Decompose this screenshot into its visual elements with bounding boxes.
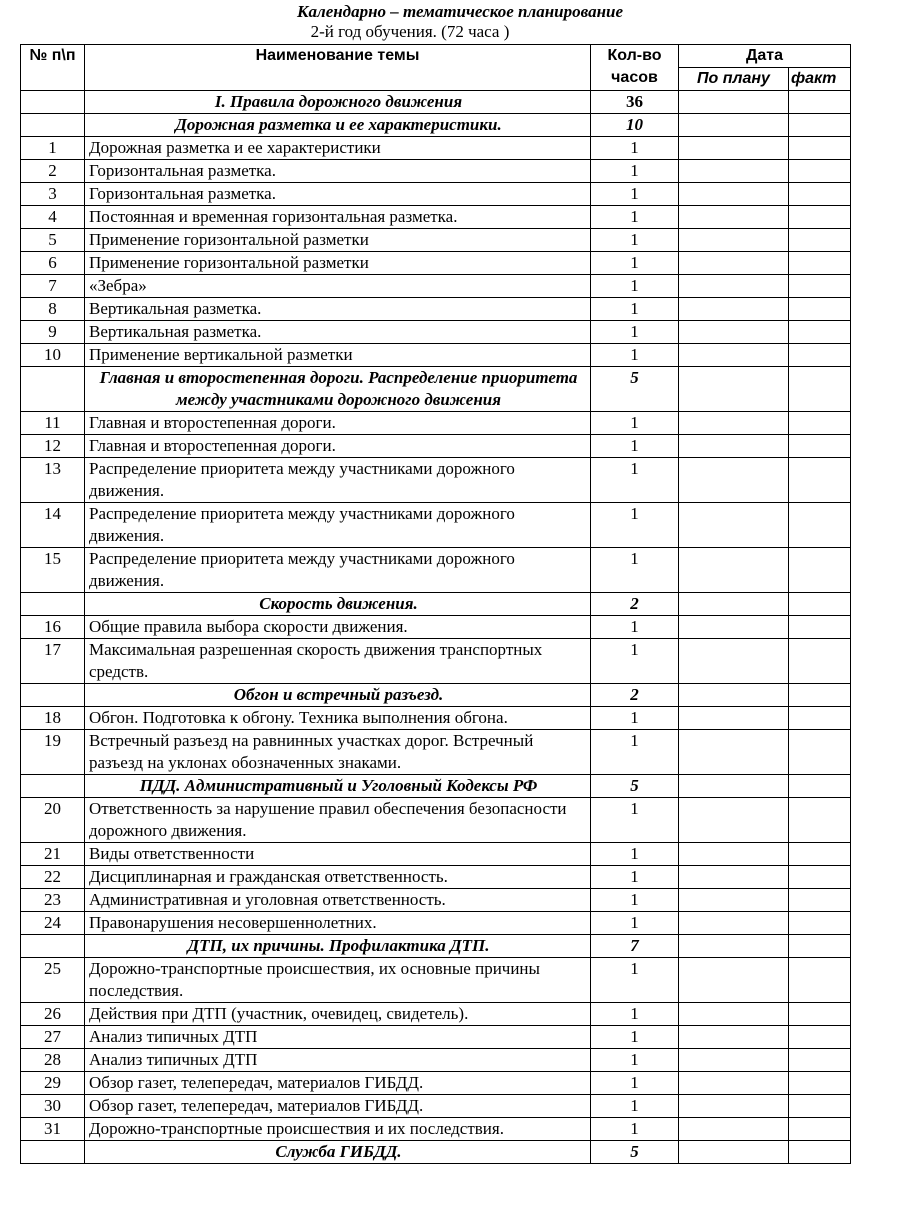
row-num: 5 (21, 229, 85, 252)
table-row (21, 206, 851, 229)
section-row (21, 1141, 851, 1164)
row-hours: 1 (591, 458, 679, 503)
row-topic: Административная и уголовная ответственность. (85, 889, 591, 912)
row-hours: 1 (591, 548, 679, 593)
row-date-plan (679, 137, 789, 160)
header-hours: Кол-во часов (591, 45, 679, 91)
table-row (21, 1003, 851, 1026)
row-topic: ПДД. Административный и Уголовный Кодексы РФ (85, 775, 591, 798)
row-date-plan (679, 183, 789, 206)
row-num: 20 (21, 798, 85, 843)
table-row (21, 275, 851, 298)
row-num: 24 (21, 912, 85, 935)
row-date-fact (789, 321, 851, 344)
row-hours: 1 (591, 1072, 679, 1095)
row-hours: 1 (591, 435, 679, 458)
row-hours: 1 (591, 321, 679, 344)
table-row (21, 616, 851, 639)
table-row (21, 252, 851, 275)
row-date-plan (679, 275, 789, 298)
row-date-fact (789, 298, 851, 321)
row-topic: Анализ типичных ДТП (85, 1026, 591, 1049)
row-topic: Главная и второстепенная дороги. (85, 412, 591, 435)
row-topic: Применение горизонтальной разметки (85, 229, 591, 252)
row-date-fact (789, 412, 851, 435)
table-body (21, 91, 851, 1164)
row-num: 8 (21, 298, 85, 321)
row-date-plan (679, 344, 789, 367)
row-topic: Дорожная разметка и ее характеристики. (85, 114, 591, 137)
row-num: 23 (21, 889, 85, 912)
row-date-plan (679, 889, 789, 912)
row-date-plan (679, 1118, 789, 1141)
row-num: 22 (21, 866, 85, 889)
row-date-fact (789, 435, 851, 458)
row-topic: Распределение приоритета между участниками дорожного движения. (85, 548, 591, 593)
header-date: Дата (679, 45, 851, 68)
row-date-fact (789, 1141, 851, 1164)
row-num: 2 (21, 160, 85, 183)
section-row (21, 684, 851, 707)
row-date-plan (679, 206, 789, 229)
row-date-fact (789, 137, 851, 160)
row-topic: Правонарушения несовершеннолетних. (85, 912, 591, 935)
row-num: 17 (21, 639, 85, 684)
row-date-plan (679, 229, 789, 252)
row-hours: 1 (591, 298, 679, 321)
section-row (21, 367, 851, 412)
row-date-fact (789, 252, 851, 275)
row-num: 25 (21, 958, 85, 1003)
row-num: 11 (21, 412, 85, 435)
table-row (21, 503, 851, 548)
row-hours: 7 (591, 935, 679, 958)
row-date-fact (789, 1095, 851, 1118)
row-date-plan (679, 298, 789, 321)
row-hours: 1 (591, 1026, 679, 1049)
row-hours: 1 (591, 252, 679, 275)
section-row (21, 935, 851, 958)
row-num (21, 91, 85, 114)
section-row (21, 114, 851, 137)
row-date-fact (789, 91, 851, 114)
row-date-fact (789, 707, 851, 730)
table-row (21, 639, 851, 684)
section-row (21, 91, 851, 114)
row-num: 21 (21, 843, 85, 866)
row-topic: Обзор газет, телепередач, материалов ГИБДД. (85, 1072, 591, 1095)
row-hours: 1 (591, 1095, 679, 1118)
row-topic: Постоянная и временная горизонтальная разметка. (85, 206, 591, 229)
row-hours: 1 (591, 1118, 679, 1141)
row-hours: 1 (591, 730, 679, 775)
row-hours: 1 (591, 798, 679, 843)
row-date-plan (679, 798, 789, 843)
header-plan: По плану (679, 68, 789, 91)
row-hours: 1 (591, 707, 679, 730)
header-topic: Наименование темы (85, 45, 591, 91)
row-date-plan (679, 1003, 789, 1026)
row-date-plan (679, 321, 789, 344)
row-topic: Виды ответственности (85, 843, 591, 866)
row-date-fact (789, 958, 851, 1003)
row-num: 30 (21, 1095, 85, 1118)
row-date-fact (789, 114, 851, 137)
row-topic: Распределение приоритета между участниками дорожного движения. (85, 503, 591, 548)
row-date-plan (679, 91, 789, 114)
row-num: 13 (21, 458, 85, 503)
row-topic: Горизонтальная разметка. (85, 160, 591, 183)
table-row (21, 160, 851, 183)
row-num: 4 (21, 206, 85, 229)
row-hours: 1 (591, 503, 679, 548)
row-date-plan (679, 730, 789, 775)
row-hours: 5 (591, 1141, 679, 1164)
row-hours: 1 (591, 912, 679, 935)
table-row (21, 1095, 851, 1118)
row-date-fact (789, 912, 851, 935)
row-hours: 1 (591, 183, 679, 206)
row-date-plan (679, 593, 789, 616)
row-hours: 1 (591, 1003, 679, 1026)
table-row (21, 435, 851, 458)
row-date-fact (789, 843, 851, 866)
table-row (21, 912, 851, 935)
row-hours: 5 (591, 367, 679, 412)
row-num: 9 (21, 321, 85, 344)
row-num: 3 (21, 183, 85, 206)
row-date-plan (679, 1141, 789, 1164)
row-topic: Служба ГИБДД. (85, 1141, 591, 1164)
row-num: 18 (21, 707, 85, 730)
row-date-plan (679, 114, 789, 137)
row-num (21, 114, 85, 137)
table-row (21, 458, 851, 503)
row-date-fact (789, 183, 851, 206)
table-row (21, 707, 851, 730)
row-num: 6 (21, 252, 85, 275)
row-date-fact (789, 548, 851, 593)
row-num: 12 (21, 435, 85, 458)
row-num (21, 775, 85, 798)
row-date-plan (679, 958, 789, 1003)
row-topic: Действия при ДТП (участник, очевидец, свидетель). (85, 1003, 591, 1026)
row-num: 29 (21, 1072, 85, 1095)
row-date-fact (789, 616, 851, 639)
page-title: Календарно – тематическое планирование (296, 2, 624, 21)
row-date-plan (679, 548, 789, 593)
row-date-fact (789, 160, 851, 183)
row-date-plan (679, 912, 789, 935)
row-date-fact (789, 458, 851, 503)
row-num: 26 (21, 1003, 85, 1026)
table-row (21, 137, 851, 160)
table-row (21, 321, 851, 344)
row-topic: Дорожная разметка и ее характеристики (85, 137, 591, 160)
row-date-plan (679, 1095, 789, 1118)
row-hours: 1 (591, 639, 679, 684)
row-num (21, 684, 85, 707)
row-date-plan (679, 367, 789, 412)
table-row (21, 1072, 851, 1095)
table-row (21, 412, 851, 435)
table-header (21, 45, 851, 91)
row-date-plan (679, 866, 789, 889)
row-topic: Главная и второстепенная дороги. (85, 435, 591, 458)
row-topic: Обгон. Подготовка к обгону. Техника выполнения обгона. (85, 707, 591, 730)
row-date-fact (789, 775, 851, 798)
table-row (21, 889, 851, 912)
row-date-plan (679, 843, 789, 866)
row-num: 19 (21, 730, 85, 775)
row-num (21, 367, 85, 412)
row-date-fact (789, 866, 851, 889)
row-topic: Ответственность за нарушение правил обеспечения безопасности дорожного движения. (85, 798, 591, 843)
page-subtitle: 2-й год обучения. (72 часа ) (310, 22, 510, 41)
row-date-fact (789, 593, 851, 616)
header-num: № п\п (21, 45, 85, 91)
row-date-fact (789, 229, 851, 252)
row-hours: 1 (591, 344, 679, 367)
table-row (21, 730, 851, 775)
section-row (21, 775, 851, 798)
row-date-plan (679, 935, 789, 958)
row-num: 27 (21, 1026, 85, 1049)
table-row (21, 866, 851, 889)
row-date-plan (679, 503, 789, 548)
row-topic: Обзор газет, телепередач, материалов ГИБДД. (85, 1095, 591, 1118)
row-topic: Применение горизонтальной разметки (85, 252, 591, 275)
row-hours: 1 (591, 866, 679, 889)
row-date-plan (679, 1026, 789, 1049)
table-row (21, 344, 851, 367)
row-topic: Горизонтальная разметка. (85, 183, 591, 206)
row-num: 10 (21, 344, 85, 367)
row-date-fact (789, 1026, 851, 1049)
row-date-plan (679, 775, 789, 798)
row-date-plan (679, 639, 789, 684)
row-hours: 1 (591, 616, 679, 639)
row-topic: «Зебра» (85, 275, 591, 298)
row-topic: Дорожно-транспортные происшествия, их основные причины последствия. (85, 958, 591, 1003)
row-date-plan (679, 458, 789, 503)
row-hours: 1 (591, 137, 679, 160)
row-date-fact (789, 935, 851, 958)
row-date-plan (679, 1049, 789, 1072)
row-date-fact (789, 798, 851, 843)
row-date-fact (789, 639, 851, 684)
row-topic: ДТП, их причины. Профилактика ДТП. (85, 935, 591, 958)
row-date-fact (789, 344, 851, 367)
row-date-plan (679, 1072, 789, 1095)
row-date-plan (679, 616, 789, 639)
row-topic: Общие правила выбора скорости движения. (85, 616, 591, 639)
row-num: 1 (21, 137, 85, 160)
row-hours: 1 (591, 958, 679, 1003)
table-row (21, 229, 851, 252)
row-topic: Дисциплинарная и гражданская ответственность. (85, 866, 591, 889)
row-date-fact (789, 1072, 851, 1095)
row-hours: 1 (591, 160, 679, 183)
row-date-fact (789, 1003, 851, 1026)
row-date-plan (679, 435, 789, 458)
header-fact: факт (789, 68, 851, 91)
row-date-fact (789, 1049, 851, 1072)
row-date-fact (789, 367, 851, 412)
table-row (21, 798, 851, 843)
row-num (21, 935, 85, 958)
row-topic: Встречный разъезд на равнинных участках дорог. Встречный разъезд на уклонах обозначенных знаками. (85, 730, 591, 775)
row-date-fact (789, 206, 851, 229)
row-num (21, 1141, 85, 1164)
row-topic: Анализ типичных ДТП (85, 1049, 591, 1072)
row-date-plan (679, 684, 789, 707)
row-hours: 1 (591, 275, 679, 298)
table-row (21, 1026, 851, 1049)
row-topic: Скорость движения. (85, 593, 591, 616)
row-topic: Дорожно-транспортные происшествия и их последствия. (85, 1118, 591, 1141)
row-topic: Применение вертикальной разметки (85, 344, 591, 367)
row-num: 16 (21, 616, 85, 639)
row-hours: 1 (591, 889, 679, 912)
row-topic: Обгон и встречный разъезд. (85, 684, 591, 707)
row-topic: I. Правила дорожного движения (85, 91, 591, 114)
planning-table (20, 44, 851, 1164)
row-date-fact (789, 684, 851, 707)
table-row (21, 1049, 851, 1072)
row-num (21, 593, 85, 616)
row-topic: Главная и второстепенная дороги. Распределение приоритета между участниками дорожного движения (85, 367, 591, 412)
table-row (21, 548, 851, 593)
row-hours: 5 (591, 775, 679, 798)
row-date-plan (679, 412, 789, 435)
row-hours: 2 (591, 684, 679, 707)
row-date-plan (679, 707, 789, 730)
row-date-fact (789, 503, 851, 548)
row-num: 28 (21, 1049, 85, 1072)
table-row (21, 958, 851, 1003)
row-num: 7 (21, 275, 85, 298)
row-date-fact (789, 889, 851, 912)
row-topic: Максимальная разрешенная скорость движения транспортных средств. (85, 639, 591, 684)
row-topic: Распределение приоритета между участниками дорожного движения. (85, 458, 591, 503)
table-row (21, 1118, 851, 1141)
table-row (21, 183, 851, 206)
row-hours: 1 (591, 843, 679, 866)
row-hours: 36 (591, 91, 679, 114)
table-row (21, 843, 851, 866)
row-date-plan (679, 252, 789, 275)
row-hours: 1 (591, 229, 679, 252)
row-num: 31 (21, 1118, 85, 1141)
row-hours: 10 (591, 114, 679, 137)
row-num: 15 (21, 548, 85, 593)
row-date-plan (679, 160, 789, 183)
row-date-fact (789, 1118, 851, 1141)
row-date-fact (789, 275, 851, 298)
row-topic: Вертикальная разметка. (85, 321, 591, 344)
row-hours: 1 (591, 412, 679, 435)
row-date-fact (789, 730, 851, 775)
row-topic: Вертикальная разметка. (85, 298, 591, 321)
row-hours: 1 (591, 1049, 679, 1072)
row-hours: 2 (591, 593, 679, 616)
table-row (21, 298, 851, 321)
row-hours: 1 (591, 206, 679, 229)
section-row (21, 593, 851, 616)
row-num: 14 (21, 503, 85, 548)
